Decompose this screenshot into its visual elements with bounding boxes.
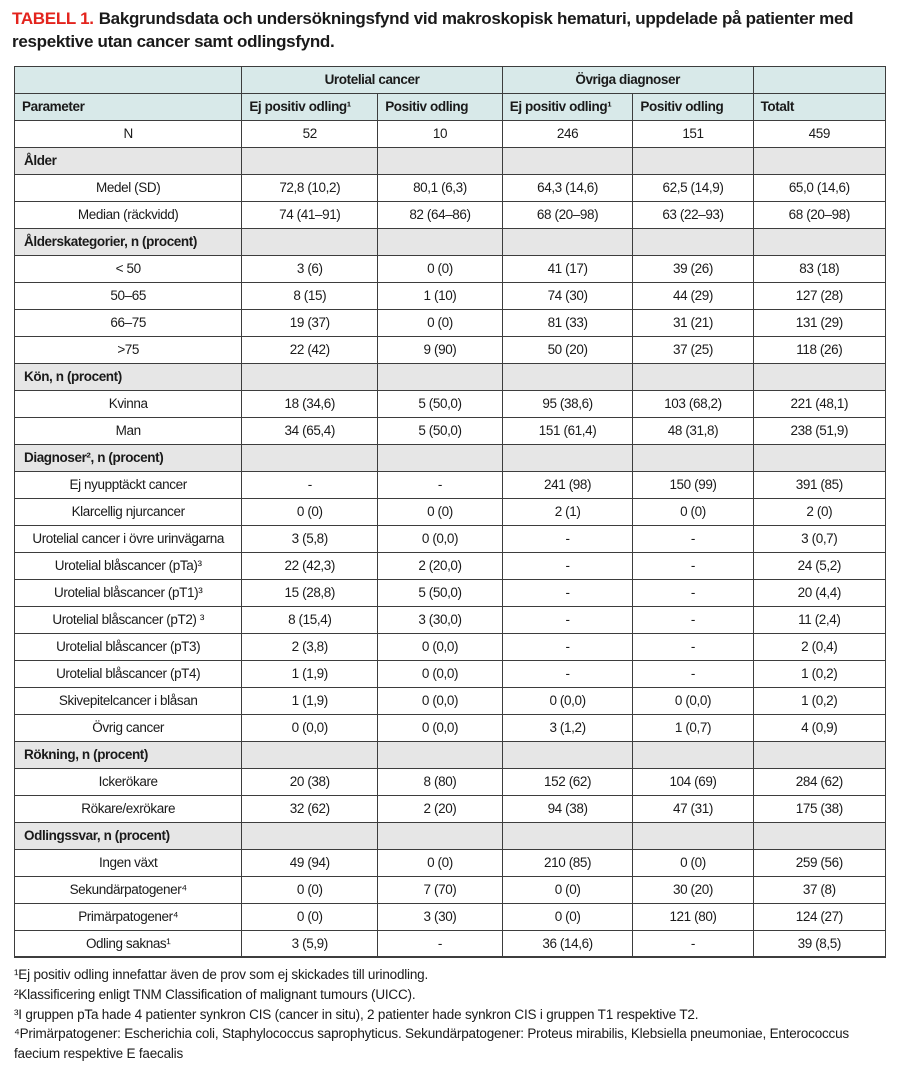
data-cell: 8 (80) <box>378 768 503 795</box>
data-cell: 20 (4,4) <box>753 579 885 606</box>
data-cell: 0 (0) <box>502 903 633 930</box>
data-cell: 0 (0) <box>242 876 378 903</box>
data-cell: 151 (61,4) <box>502 417 633 444</box>
section-empty-cell <box>753 741 885 768</box>
section-empty-cell <box>378 444 503 471</box>
data-cell: 37 (8) <box>753 876 885 903</box>
data-cell: 1 (0,7) <box>633 714 753 741</box>
section-empty-cell <box>502 147 633 174</box>
row-label: Kvinna <box>15 390 242 417</box>
section-empty-cell <box>633 822 753 849</box>
data-cell: 459 <box>753 120 885 147</box>
section-label: Ålder <box>15 147 242 174</box>
data-cell: 47 (31) <box>633 795 753 822</box>
row-label: Sekundärpatogener⁴ <box>15 876 242 903</box>
data-cell: 152 (62) <box>502 768 633 795</box>
table-row <box>15 687 886 714</box>
table-row <box>15 201 886 228</box>
row-label: N <box>15 120 242 147</box>
section-empty-cell <box>633 228 753 255</box>
section-empty-cell <box>633 741 753 768</box>
data-cell: 0 (0) <box>242 903 378 930</box>
data-cell: - <box>633 552 753 579</box>
row-label: Rökare/exrökare <box>15 795 242 822</box>
section-row <box>15 363 886 390</box>
data-cell: 241 (98) <box>502 471 633 498</box>
data-cell: 210 (85) <box>502 849 633 876</box>
section-label: Kön, n (procent) <box>15 363 242 390</box>
section-empty-cell <box>378 822 503 849</box>
data-cell: 39 (8,5) <box>753 930 885 957</box>
data-cell: - <box>378 471 503 498</box>
row-label: 66–75 <box>15 309 242 336</box>
data-cell: 50 (20) <box>502 336 633 363</box>
data-cell: 95 (38,6) <box>502 390 633 417</box>
data-cell: 63 (22–93) <box>633 201 753 228</box>
data-cell: 10 <box>378 120 503 147</box>
row-label: >75 <box>15 336 242 363</box>
data-cell: - <box>502 660 633 687</box>
data-cell: 36 (14,6) <box>502 930 633 957</box>
data-cell: 68 (20–98) <box>502 201 633 228</box>
data-cell: 11 (2,4) <box>753 606 885 633</box>
data-cell: 0 (0,0) <box>378 714 503 741</box>
data-cell: 0 (0,0) <box>378 660 503 687</box>
data-cell: - <box>502 633 633 660</box>
data-cell: - <box>633 633 753 660</box>
section-empty-cell <box>378 228 503 255</box>
table-row <box>15 768 886 795</box>
table-row <box>15 633 886 660</box>
data-cell: 37 (25) <box>633 336 753 363</box>
row-label: < 50 <box>15 255 242 282</box>
section-empty-cell <box>502 228 633 255</box>
table-row <box>15 552 886 579</box>
table-row <box>15 903 886 930</box>
table-row <box>15 660 886 687</box>
row-label: Median (räckvidd) <box>15 201 242 228</box>
data-cell: 3 (6) <box>242 255 378 282</box>
data-cell: 48 (31,8) <box>633 417 753 444</box>
section-empty-cell <box>633 444 753 471</box>
row-label: Medel (SD) <box>15 174 242 201</box>
table-caption-text: Bakgrundsdata och undersökningsfynd vid makroskopisk hematuri, uppdelade på patienter med respektive utan cancer samt odlingsfynd. <box>12 9 854 51</box>
table-row <box>15 579 886 606</box>
table-row <box>15 849 886 876</box>
section-empty-cell <box>242 822 378 849</box>
section-row <box>15 741 886 768</box>
data-cell: 0 (0,0) <box>378 633 503 660</box>
section-empty-cell <box>378 741 503 768</box>
footnote: ²Klassificering enligt TNM Classification of malignant tumours (UICC). <box>14 986 416 1002</box>
table-caption-tag: TABELL 1. <box>12 9 94 28</box>
data-cell: 3 (1,2) <box>502 714 633 741</box>
table-row <box>15 795 886 822</box>
data-cell: 238 (51,9) <box>753 417 885 444</box>
data-cell: 30 (20) <box>633 876 753 903</box>
row-label: Urotelial blåscancer (pTa)³ <box>15 552 242 579</box>
data-cell: 2 (20) <box>378 795 503 822</box>
data-cell: 80,1 (6,3) <box>378 174 503 201</box>
data-cell: 72,8 (10,2) <box>242 174 378 201</box>
row-label: Skivepitelcancer i blåsan <box>15 687 242 714</box>
data-cell: 124 (27) <box>753 903 885 930</box>
group-header-row <box>15 66 886 93</box>
data-cell: 118 (26) <box>753 336 885 363</box>
data-cell: 259 (56) <box>753 849 885 876</box>
data-cell: - <box>633 930 753 957</box>
table-row <box>15 255 886 282</box>
data-cell: 0 (0) <box>378 255 503 282</box>
table-row <box>15 120 886 147</box>
data-cell: 24 (5,2) <box>753 552 885 579</box>
data-cell: 39 (26) <box>633 255 753 282</box>
section-row <box>15 822 886 849</box>
data-cell: 0 (0) <box>633 849 753 876</box>
table-row <box>15 282 886 309</box>
data-cell: 0 (0) <box>242 498 378 525</box>
data-cell: 3 (0,7) <box>753 525 885 552</box>
data-cell: 1 (10) <box>378 282 503 309</box>
data-cell: 32 (62) <box>242 795 378 822</box>
section-empty-cell <box>753 147 885 174</box>
data-cell: 3 (5,9) <box>242 930 378 957</box>
data-cell: 5 (50,0) <box>378 417 503 444</box>
data-cell: 94 (38) <box>502 795 633 822</box>
data-cell: - <box>633 579 753 606</box>
row-label: Ej nyupptäckt cancer <box>15 471 242 498</box>
data-cell: - <box>242 471 378 498</box>
data-cell: 131 (29) <box>753 309 885 336</box>
section-empty-cell <box>378 147 503 174</box>
data-cell: 121 (80) <box>633 903 753 930</box>
row-label: Övrig cancer <box>15 714 242 741</box>
data-cell: - <box>633 606 753 633</box>
section-empty-cell <box>633 363 753 390</box>
data-cell: - <box>502 525 633 552</box>
data-cell: 8 (15,4) <box>242 606 378 633</box>
table-row <box>15 336 886 363</box>
section-empty-cell <box>502 444 633 471</box>
column-header-ej-positiv-odling-ovriga: Ej positiv odling¹ <box>502 93 633 120</box>
data-cell: 64,3 (14,6) <box>502 174 633 201</box>
table-row <box>15 876 886 903</box>
data-cell: 1 (1,9) <box>242 687 378 714</box>
table-row <box>15 174 886 201</box>
table-row <box>15 309 886 336</box>
data-cell: - <box>502 606 633 633</box>
data-cell: 3 (30) <box>378 903 503 930</box>
section-empty-cell <box>242 363 378 390</box>
data-cell: 246 <box>502 120 633 147</box>
data-table <box>14 66 886 959</box>
data-cell: 9 (90) <box>378 336 503 363</box>
data-cell: 127 (28) <box>753 282 885 309</box>
data-cell: 2 (0,4) <box>753 633 885 660</box>
data-cell: 0 (0) <box>502 876 633 903</box>
section-empty-cell <box>502 363 633 390</box>
row-label: Klarcellig njurcancer <box>15 498 242 525</box>
data-cell: 151 <box>633 120 753 147</box>
data-cell: 104 (69) <box>633 768 753 795</box>
data-cell: 34 (65,4) <box>242 417 378 444</box>
section-empty-cell <box>753 444 885 471</box>
data-cell: 2 (1) <box>502 498 633 525</box>
data-cell: 5 (50,0) <box>378 579 503 606</box>
footnote: ¹Ej positiv odling innefattar även de prov som ej skickades till urinodling. <box>14 967 429 983</box>
section-empty-cell <box>502 741 633 768</box>
data-cell: 82 (64–86) <box>378 201 503 228</box>
section-row <box>15 147 886 174</box>
section-label: Rökning, n (procent) <box>15 741 242 768</box>
table-row <box>15 471 886 498</box>
section-empty-cell <box>242 444 378 471</box>
data-cell: 103 (68,2) <box>633 390 753 417</box>
data-cell: 0 (0,0) <box>378 687 503 714</box>
section-empty-cell <box>753 363 885 390</box>
data-cell: 0 (0) <box>633 498 753 525</box>
section-empty-cell <box>502 822 633 849</box>
data-cell: 2 (0) <box>753 498 885 525</box>
table-row <box>15 390 886 417</box>
row-label: Ingen växt <box>15 849 242 876</box>
data-cell: 8 (15) <box>242 282 378 309</box>
data-cell: 74 (30) <box>502 282 633 309</box>
data-cell: 68 (20–98) <box>753 201 885 228</box>
data-cell: - <box>633 525 753 552</box>
row-label: 50–65 <box>15 282 242 309</box>
section-row <box>15 228 886 255</box>
table-row <box>15 498 886 525</box>
data-cell: 31 (21) <box>633 309 753 336</box>
section-label: Diagnoser², n (procent) <box>15 444 242 471</box>
data-cell: 3 (30,0) <box>378 606 503 633</box>
data-cell: 0 (0,0) <box>502 687 633 714</box>
row-label: Urotelial blåscancer (pT2) ³ <box>15 606 242 633</box>
column-header-positiv-odling-uc: Positiv odling <box>378 93 503 120</box>
row-label: Odling saknas¹ <box>15 930 242 957</box>
group-header-spacer-right <box>753 66 885 93</box>
column-header-parameter: Parameter <box>15 93 242 120</box>
data-cell: 221 (48,1) <box>753 390 885 417</box>
column-header-positiv-odling-ovriga: Positiv odling <box>633 93 753 120</box>
table-row <box>15 930 886 957</box>
data-cell: 41 (17) <box>502 255 633 282</box>
footnote: ⁴Primärpatogener: Escherichia coli, Staphylococcus saprophyticus. Sekundärpatogener: Proteus mirabilis, Klebsiella pneumoniae, Enterococcus faecium respektive E faecalis <box>14 1026 849 1061</box>
section-label: Ålderskategorier, n (procent) <box>15 228 242 255</box>
row-label: Urotelial blåscancer (pT3) <box>15 633 242 660</box>
section-label: Odlingssvar, n (procent) <box>15 822 242 849</box>
data-cell: 22 (42) <box>242 336 378 363</box>
row-label: Ickerökare <box>15 768 242 795</box>
data-cell: - <box>633 660 753 687</box>
table-row <box>15 417 886 444</box>
column-header-totalt: Totalt <box>753 93 885 120</box>
column-header-row <box>15 93 886 120</box>
data-cell: 62,5 (14,9) <box>633 174 753 201</box>
row-label: Urotelial blåscancer (pT4) <box>15 660 242 687</box>
data-cell: - <box>502 579 633 606</box>
table-caption <box>12 8 886 54</box>
data-cell: 2 (3,8) <box>242 633 378 660</box>
section-empty-cell <box>753 228 885 255</box>
footnote: ³I gruppen pTa hade 4 patienter synkron CIS (cancer in situ), 2 patienter hade synkron CIS i gruppen T1 respektive T2. <box>14 1006 699 1022</box>
data-cell: 0 (0,0) <box>242 714 378 741</box>
table-row <box>15 525 886 552</box>
group-header-spacer-left <box>15 66 242 93</box>
data-cell: 65,0 (14,6) <box>753 174 885 201</box>
section-empty-cell <box>242 147 378 174</box>
data-cell: 3 (5,8) <box>242 525 378 552</box>
table-head <box>15 66 886 120</box>
data-cell: 0 (0) <box>378 309 503 336</box>
data-cell: 150 (99) <box>633 471 753 498</box>
table-row <box>15 606 886 633</box>
data-cell: 2 (20,0) <box>378 552 503 579</box>
data-cell: 1 (0,2) <box>753 660 885 687</box>
data-cell: 19 (37) <box>242 309 378 336</box>
section-empty-cell <box>242 228 378 255</box>
row-label: Primärpatogener⁴ <box>15 903 242 930</box>
data-cell: 5 (50,0) <box>378 390 503 417</box>
table-body <box>15 120 886 957</box>
data-cell: 391 (85) <box>753 471 885 498</box>
data-cell: 175 (38) <box>753 795 885 822</box>
section-empty-cell <box>242 741 378 768</box>
data-cell: 18 (34,6) <box>242 390 378 417</box>
data-cell: 15 (28,8) <box>242 579 378 606</box>
group-header-ovriga-diagnoser: Övriga diagnoser <box>502 66 753 93</box>
data-cell: 83 (18) <box>753 255 885 282</box>
data-cell: 284 (62) <box>753 768 885 795</box>
data-cell: 49 (94) <box>242 849 378 876</box>
data-cell: 4 (0,9) <box>753 714 885 741</box>
row-label: Urotelial cancer i övre urinvägarna <box>15 525 242 552</box>
data-cell: - <box>502 552 633 579</box>
data-cell: 0 (0,0) <box>378 525 503 552</box>
data-cell: 0 (0) <box>378 498 503 525</box>
section-empty-cell <box>378 363 503 390</box>
section-empty-cell <box>633 147 753 174</box>
data-cell: 0 (0) <box>378 849 503 876</box>
data-cell: 44 (29) <box>633 282 753 309</box>
data-cell: 74 (41–91) <box>242 201 378 228</box>
data-cell: 20 (38) <box>242 768 378 795</box>
section-empty-cell <box>753 822 885 849</box>
data-cell: 1 (1,9) <box>242 660 378 687</box>
data-cell: 52 <box>242 120 378 147</box>
row-label: Man <box>15 417 242 444</box>
table-row <box>15 714 886 741</box>
section-row <box>15 444 886 471</box>
data-cell: 0 (0,0) <box>633 687 753 714</box>
data-cell: 7 (70) <box>378 876 503 903</box>
data-cell: 1 (0,2) <box>753 687 885 714</box>
data-cell: 22 (42,3) <box>242 552 378 579</box>
data-cell: 81 (33) <box>502 309 633 336</box>
footnotes <box>14 965 886 1063</box>
group-header-urotelial-cancer: Urotelial cancer <box>242 66 502 93</box>
row-label: Urotelial blåscancer (pT1)³ <box>15 579 242 606</box>
data-cell: - <box>378 930 503 957</box>
column-header-ej-positiv-odling-uc: Ej positiv odling¹ <box>242 93 378 120</box>
